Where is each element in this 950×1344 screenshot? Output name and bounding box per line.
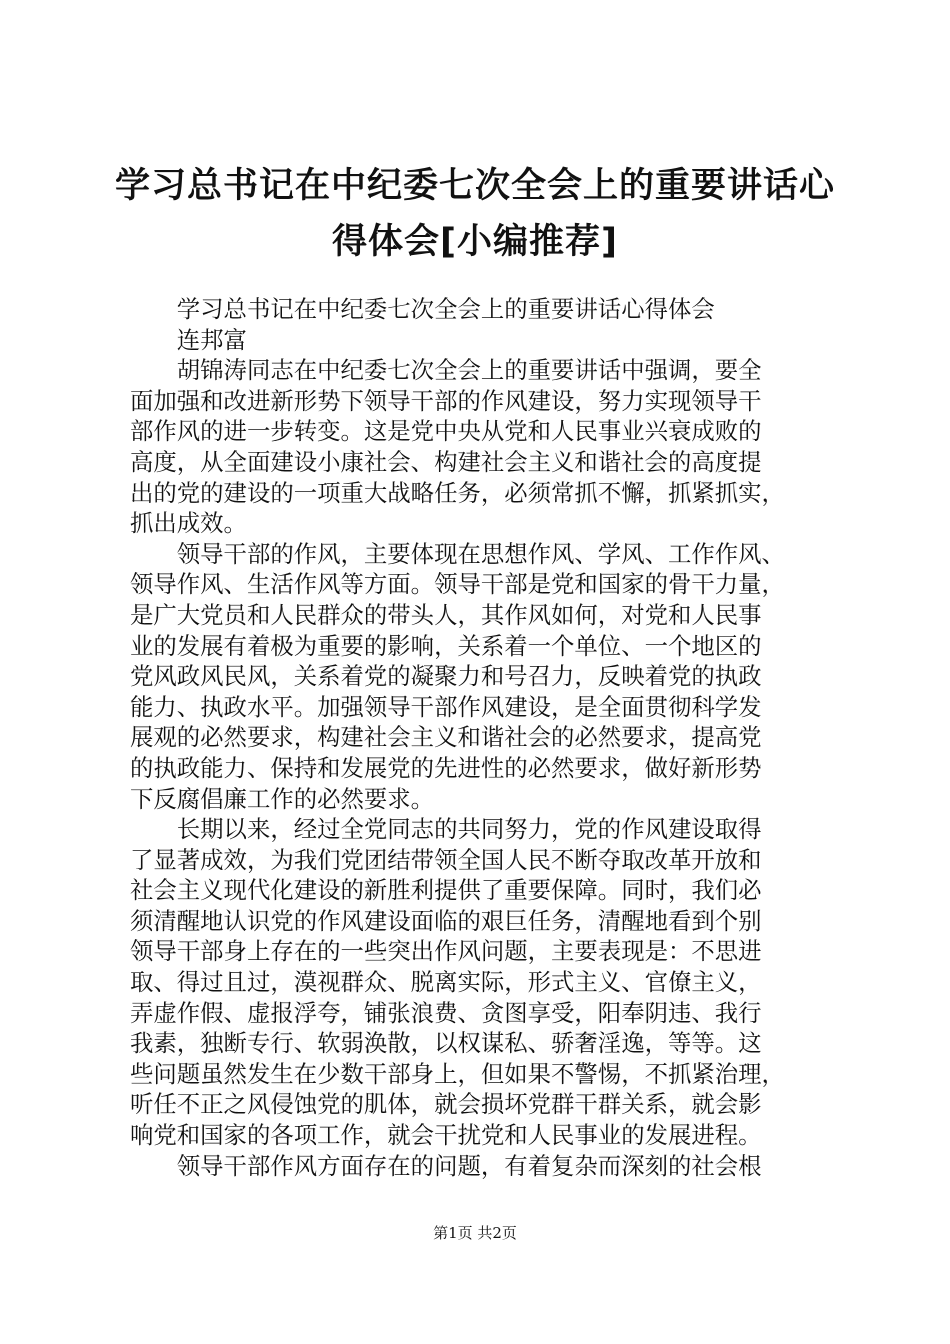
title-line: 学习总书记在中纪委七次全会上的重要讲话心: [114, 166, 835, 206]
body-line: 须清醒地认识党的作风建设面临的艰巨任务，清醒地看到个别: [130, 906, 762, 935]
body-line: 能力、执政水平。加强领导干部作风建设，是全面贯彻科学发: [130, 692, 762, 721]
body-line: 听任不正之风侵蚀党的肌体，就会损坏党群干群关系，就会影: [130, 1090, 762, 1119]
body-line: 领导干部身上存在的一些突出作风问题，主要表现是：不思进: [130, 937, 762, 966]
body-line: 响党和国家的各项工作，就会干扰党和人民事业的发展进程。: [130, 1121, 762, 1150]
body-line: 面加强和改进新形势下领导干部的作风建设，努力实现领导干: [130, 386, 762, 415]
body-line: 了显著成效，为我们党团结带领全国人民不断夺取改革开放和: [130, 845, 762, 874]
body-line: 社会主义现代化建设的新胜利提供了重要保障。同时，我们必: [130, 876, 762, 905]
body-line: 我素，独断专行、软弱涣散，以权谋私、骄奢淫逸，等等。这: [130, 1029, 762, 1058]
author-line: 连邦富: [130, 325, 247, 354]
body-line: 业的发展有着极为重要的影响，关系着一个单位、一个地区的: [130, 631, 762, 660]
body-line: 出的党的建设的一项重大战略任务，必须常抓不懈，抓紧抓实，: [130, 478, 785, 507]
body-line: 是广大党员和人民群众的带头人，其作风如何，对党和人民事: [130, 600, 762, 629]
body-line: 下反腐倡廉工作的必然要求。: [130, 784, 435, 813]
document-title: [110, 158, 840, 270]
body-line: 取、得过且过，漠视群众、脱离实际，形式主义、官僚主义，: [130, 968, 762, 997]
body-line: 领导作风、生活作风等方面。领导干部是党和国家的骨干力量，: [130, 570, 785, 599]
body-line: 领导干部作风方面存在的问题，有着复杂而深刻的社会根: [130, 1151, 762, 1180]
body-line: 弄虚作假、虚报浮夸，铺张浪费、贪图享受，阳奉阴违、我行: [130, 998, 762, 1027]
body-line: 领导干部的作风，主要体现在思想作风、学风、工作作风、: [130, 539, 785, 568]
body-line: 长期以来，经过全党同志的共同努力，党的作风建设取得: [130, 815, 762, 844]
body-line: 抓出成效。: [130, 509, 247, 538]
body-line: 些问题虽然发生在少数干部身上，但如果不警惕，不抓紧治理，: [130, 1059, 785, 1088]
body-line: 党风政风民风，关系着党的凝聚力和号召力，反映着党的执政: [130, 662, 762, 691]
document-body: [130, 294, 837, 1181]
title-line: 得体会[小编推荐]: [332, 222, 618, 262]
body-line: 展观的必然要求，构建社会主义和谐社会的必然要求，提高党: [130, 723, 762, 752]
subtitle-line: 学习总书记在中纪委七次全会上的重要讲话心得体会: [130, 295, 715, 323]
body-line: 高度，从全面建设小康社会、构建社会主义和谐社会的高度提: [130, 447, 762, 476]
body-line: 胡锦涛同志在中纪委七次全会上的重要讲话中强调，要全: [130, 356, 762, 385]
body-line: 的执政能力、保持和发展党的先进性的必然要求，做好新形势: [130, 753, 762, 782]
page-footer: 第1页 共2页: [433, 1224, 517, 1242]
body-line: 部作风的进一步转变。这是党中央从党和人民事业兴衰成败的: [130, 417, 762, 446]
